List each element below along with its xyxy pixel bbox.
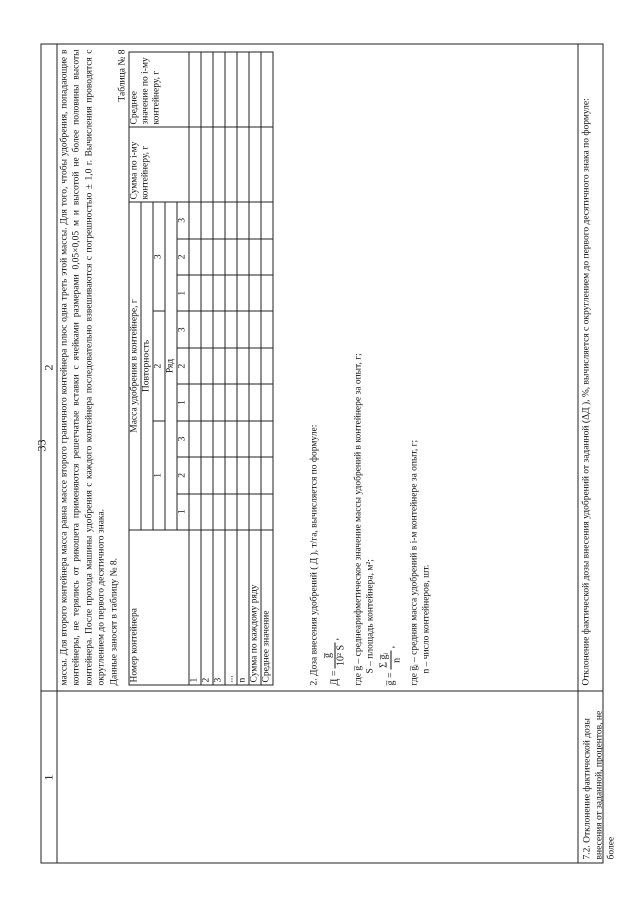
empty-cell [237, 420, 249, 456]
item-7-2-label: 7.2. Отклонение фактической дозы внесения от заданной, процентов, не более [582, 710, 617, 859]
empty-cell [213, 311, 225, 347]
th-row-1: 1 [177, 275, 189, 311]
empty-cell [225, 347, 237, 383]
item-2-text: 2. Доза внесения удобрений ( Д ), т/га, вычисляется по формуле: [309, 424, 320, 685]
where-n: n – число контейнеров, шт. [421, 564, 432, 673]
empty-cell [237, 127, 249, 202]
table-label: Таблица № 8 [117, 49, 128, 102]
empty-cell [237, 457, 249, 493]
th-row-2: 2 [177, 238, 189, 274]
empty-cell [189, 52, 201, 127]
th-repeat-2: 2 [153, 311, 165, 420]
data-note: Данные заносят в таблицу № 8. [109, 557, 120, 685]
th-repeat-3: 3 [153, 202, 165, 311]
empty-cell [201, 384, 213, 420]
empty-cell [189, 311, 201, 347]
empty-cell [237, 384, 249, 420]
row-label: 3 [213, 530, 225, 685]
column-header [41, 43, 58, 863]
row-divider [578, 43, 579, 863]
empty-cell [261, 311, 273, 347]
empty-cell [237, 347, 249, 383]
formula-mean-num: Σ g̅ᵢ [378, 652, 390, 668]
th-row-3: 3 [177, 202, 189, 239]
th-row-1: 1 [177, 493, 189, 529]
formula-dose-num: g̅ [323, 642, 336, 667]
formula-dose-lhs: Д = [329, 670, 341, 685]
empty-cell [225, 384, 237, 420]
empty-cell [237, 238, 249, 274]
empty-cell [249, 420, 261, 456]
row-label: ... [225, 530, 237, 685]
empty-cell [189, 127, 201, 202]
empty-cell [249, 52, 261, 127]
empty-cell [249, 384, 261, 420]
empty-cell [213, 52, 225, 127]
empty-cell [201, 127, 213, 202]
empty-cell [261, 275, 273, 311]
empty-cell [249, 347, 261, 383]
empty-cell [213, 202, 225, 239]
table-row [249, 52, 261, 685]
empty-cell [201, 457, 213, 493]
empty-cell [225, 311, 237, 347]
row-label: 2 [201, 530, 213, 685]
row-label: n [237, 530, 249, 685]
where-gi: где g̅ᵢ – средняя масса удобрений в i-м контейнере за опыт, г; [409, 439, 420, 685]
where-g: где g̅ – среднеарифметическое значение массы удобрений в контейнере за опыт, г; [353, 352, 364, 685]
th-avg: Среднее значение по i-му контейнеру, г [129, 52, 189, 127]
item-7-2-text: Отклонение фактической дозы внесения удобрений от заданной (ΔД ), %, вычисляется с округлением до первого десятичного знака по формуле: [581, 97, 592, 685]
empty-cell [225, 493, 237, 529]
where-s: S – площадь контейнера, м²; [365, 558, 376, 673]
empty-cell [225, 202, 237, 239]
empty-cell [213, 457, 225, 493]
table-row [225, 52, 237, 685]
row-label: Среднее значение [261, 530, 273, 685]
empty-cell [201, 52, 213, 127]
empty-cell [261, 127, 273, 202]
column-divider [57, 690, 604, 691]
empty-cell [225, 420, 237, 456]
header-col-2: 2 [41, 364, 56, 370]
rotated-document-sheet [41, 43, 617, 863]
empty-cell [213, 347, 225, 383]
table-row [201, 52, 213, 685]
empty-cell [189, 238, 201, 274]
empty-cell [189, 384, 201, 420]
th-row-3: 3 [177, 420, 189, 456]
formula-dose-den: 10² S [335, 644, 347, 666]
empty-cell [261, 347, 273, 383]
formula-mean-tail: , [385, 645, 397, 648]
empty-cell [213, 384, 225, 420]
th-row: Ряд [165, 202, 177, 530]
th-row-1: 1 [177, 384, 189, 420]
empty-cell [213, 420, 225, 456]
th-row-2: 2 [177, 347, 189, 383]
formula-mean [379, 645, 404, 685]
th-repeat: Повторность [141, 202, 153, 530]
empty-cell [225, 457, 237, 493]
empty-cell [213, 127, 225, 202]
formula-mean-den: n [391, 657, 403, 663]
empty-cell [237, 202, 249, 239]
empty-cell [249, 238, 261, 274]
empty-cell [237, 493, 249, 529]
empty-cell [201, 311, 213, 347]
empty-cell [189, 420, 201, 456]
empty-cell [237, 275, 249, 311]
empty-cell [261, 202, 273, 239]
empty-cell [249, 127, 261, 202]
empty-cell [261, 238, 273, 274]
empty-cell [225, 275, 237, 311]
th-mass: Масса удобрения в контейнере, г [129, 202, 141, 530]
table-row [261, 52, 273, 685]
formula-mean-lhs: g̅ = [385, 671, 397, 685]
empty-cell [249, 493, 261, 529]
header-col-1: 1 [41, 690, 57, 863]
empty-cell [249, 275, 261, 311]
empty-cell [201, 202, 213, 239]
empty-cell [213, 275, 225, 311]
empty-cell [261, 457, 273, 493]
empty-cell [213, 493, 225, 529]
empty-cell [237, 52, 249, 127]
empty-cell [201, 420, 213, 456]
empty-cell [189, 202, 201, 239]
intro-paragraph: массы. Для второго контейнера масса равна массе второго граничного контейнера плюс одна треть этой массы. Для того, чтобы удобрения, попадающие в контейнеры, не терялись от рикошета применяются решетчатые вставки с ячейками размерами 0,05×0,05 м и высотой не более половины высоты контейнера. После прохода машины удобрения с каждого контейнера последовательно взвешиваются с погрешностью ± 1,0 г. Вычисления проводятся с округлением до первого десятичного знака. [59, 49, 107, 685]
empty-cell [261, 52, 273, 127]
table-row [189, 52, 201, 685]
empty-cell [225, 127, 237, 202]
formula-dose-tail: , [329, 637, 341, 640]
th-repeat-1: 1 [153, 420, 165, 529]
empty-cell [249, 457, 261, 493]
empty-cell [249, 202, 261, 239]
empty-cell [261, 420, 273, 456]
th-container: Номер контейнера [129, 530, 189, 685]
empty-cell [225, 238, 237, 274]
empty-cell [261, 493, 273, 529]
table-row [213, 52, 225, 685]
table-row [237, 52, 249, 685]
table-8 [129, 51, 274, 685]
empty-cell [201, 238, 213, 274]
empty-cell [189, 275, 201, 311]
empty-cell [261, 384, 273, 420]
empty-cell [201, 275, 213, 311]
empty-cell [237, 311, 249, 347]
empty-cell [189, 347, 201, 383]
row-label: Сумма по каждому ряду [249, 530, 261, 685]
empty-cell [201, 347, 213, 383]
formula-dose [323, 637, 348, 685]
empty-cell [201, 493, 213, 529]
empty-cell [249, 311, 261, 347]
th-row-3: 3 [177, 311, 189, 347]
th-sum: Сумма по i-му контейнеру, г [129, 127, 189, 202]
empty-cell [189, 457, 201, 493]
empty-cell [189, 493, 201, 529]
th-row-2: 2 [177, 457, 189, 493]
empty-cell [225, 52, 237, 127]
page-number: 33 [34, 439, 49, 452]
row-label: 1 [189, 530, 201, 685]
empty-cell [213, 238, 225, 274]
